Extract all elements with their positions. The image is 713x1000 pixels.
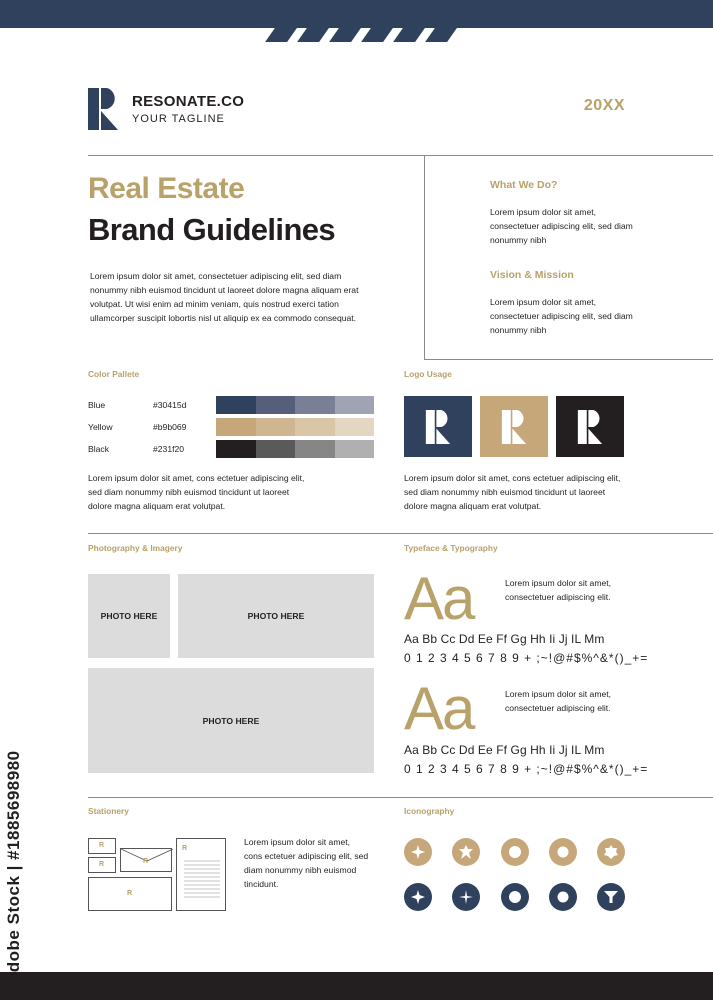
gear-icon [501, 883, 529, 911]
decorative-stripes [270, 28, 452, 42]
color-row-yellow [88, 418, 374, 436]
color-swatch [256, 440, 296, 458]
typeface-sample-2: Aa [404, 675, 474, 742]
color-swatch [216, 396, 256, 414]
funnel-icon [597, 883, 625, 911]
color-row-black [88, 440, 374, 458]
stock-watermark: Adobe Stock | #1885698980 [4, 750, 23, 985]
circle-icon [549, 838, 577, 866]
typography-label: Typeface & Typography [404, 543, 498, 553]
asterisk-icon [404, 883, 432, 911]
logo-tile-3 [556, 396, 624, 457]
stationery-label: Stationery [88, 806, 129, 816]
divider-top [88, 155, 713, 156]
logo-mark-icon [501, 410, 527, 444]
alphabet-sample-2: Aa Bb Cc Dd Ee Ff Gg Hh Ii Jj IL Mm [404, 743, 605, 757]
logo-usage-label: Logo Usage [404, 369, 452, 379]
color-swatch [256, 418, 296, 436]
photo-placeholder-3: PHOTO HERE [88, 668, 374, 773]
color-palette-label: Color Pallete [88, 369, 140, 379]
title-line-1: Real Estate [88, 172, 245, 205]
color-name: Yellow [88, 422, 113, 432]
alphabet-sample-1: Aa Bb Cc Dd Ee Ff Gg Hh Ii Jj IL Mm [404, 632, 605, 646]
typeface-desc-1: Lorem ipsum dolor sit amet, consectetuer adipiscing elit. [505, 578, 612, 602]
logo-mark-icon [577, 410, 603, 444]
numbers-sample-1: 0 1 2 3 4 5 6 7 8 9 + ;~!@#$%^&*()_+= [404, 651, 649, 665]
seal-icon [501, 838, 529, 866]
badge-icon [597, 838, 625, 866]
color-swatch [335, 440, 375, 458]
color-swatch [335, 418, 375, 436]
color-swatch [295, 418, 335, 436]
iconography-label: Iconography [404, 806, 455, 816]
color-hex: #30415d [153, 400, 187, 410]
color-swatch [335, 396, 375, 414]
color-name: Blue [88, 400, 106, 410]
brand-tagline: YOUR TAGLINE [132, 113, 225, 125]
what-we-do-heading: What We Do? [490, 179, 558, 191]
top-banner [0, 0, 713, 28]
star-burst-icon [452, 838, 480, 866]
photography-label: Photography & Imagery [88, 543, 183, 553]
logo-tile-1 [404, 396, 472, 457]
color-swatch [256, 396, 296, 414]
what-we-do-text: Lorem ipsum dolor sit amet, consectetuer adipiscing elit, sed diam nonummy nibh [490, 207, 633, 245]
color-hex: #b9b069 [153, 422, 187, 432]
stationery-text: Lorem ipsum dolor sit amet, cons ectetuer adipiscing elit, sed diam nonummy nibh euismod tincidunt. [244, 837, 369, 889]
color-swatch [295, 440, 335, 458]
brand-name: RESONATE.CO [132, 93, 245, 110]
year-label: 20XX [583, 97, 625, 114]
vision-text: Lorem ipsum dolor sit amet, consectetuer adipiscing elit, sed diam nonummy nibh [490, 297, 633, 335]
brand-logo [88, 88, 244, 130]
color-row-blue [88, 396, 374, 414]
divider-middle [88, 533, 713, 534]
color-swatch [216, 440, 256, 458]
ring-icon [549, 883, 577, 911]
divider-vertical [424, 155, 425, 359]
bottom-banner [0, 972, 713, 1000]
logo-usage-text: Lorem ipsum dolor sit amet, cons ectetuer adipiscing elit, sed diam nonummy nibh euismod tincidunt ut laoreet dolore magna aliquam erat volutpat. [404, 473, 621, 511]
logo-mark-icon [425, 410, 451, 444]
photo-placeholder-2: PHOTO HERE [178, 574, 374, 658]
numbers-sample-2: 0 1 2 3 4 5 6 7 8 9 + ;~!@#$%^&*()_+= [404, 762, 649, 776]
color-swatch [295, 396, 335, 414]
palette-text: Lorem ipsum dolor sit amet, cons ectetuer adipiscing elit, sed diam nonummy nibh euismod tincidunt ut laoreet dolore magna aliquam erat volutpat. [88, 473, 305, 511]
color-name: Black [88, 444, 110, 454]
brand-logo-icon [88, 88, 118, 130]
color-hex: #231f20 [153, 444, 185, 454]
logo-tile-2 [480, 396, 548, 457]
vision-heading: Vision & Mission [490, 269, 574, 281]
intro-paragraph: Lorem ipsum dolor sit amet, consectetuer adipiscing elit, sed diam nonummy nibh euismod tincidunt ut laoreet dolore magna aliquam erat volutpat. Ut wisi enim ad minim veniam, quis nostrud exerci tation ullamcorper suscipit lobortis nisl ut aliquip ex ea commodo consequat. [90, 271, 359, 323]
sparkle-icon [404, 838, 432, 866]
typeface-desc-2: Lorem ipsum dolor sit amet, consectetuer adipiscing elit. [505, 689, 612, 713]
color-swatch [216, 418, 256, 436]
divider-bottom [88, 797, 713, 798]
typeface-sample-1: Aa [404, 565, 474, 632]
compass-star-icon [452, 883, 480, 911]
divider-right-hero [424, 359, 713, 360]
photo-placeholder-1: PHOTO HERE [88, 574, 170, 658]
title-line-2: Brand Guidelines [88, 212, 336, 247]
